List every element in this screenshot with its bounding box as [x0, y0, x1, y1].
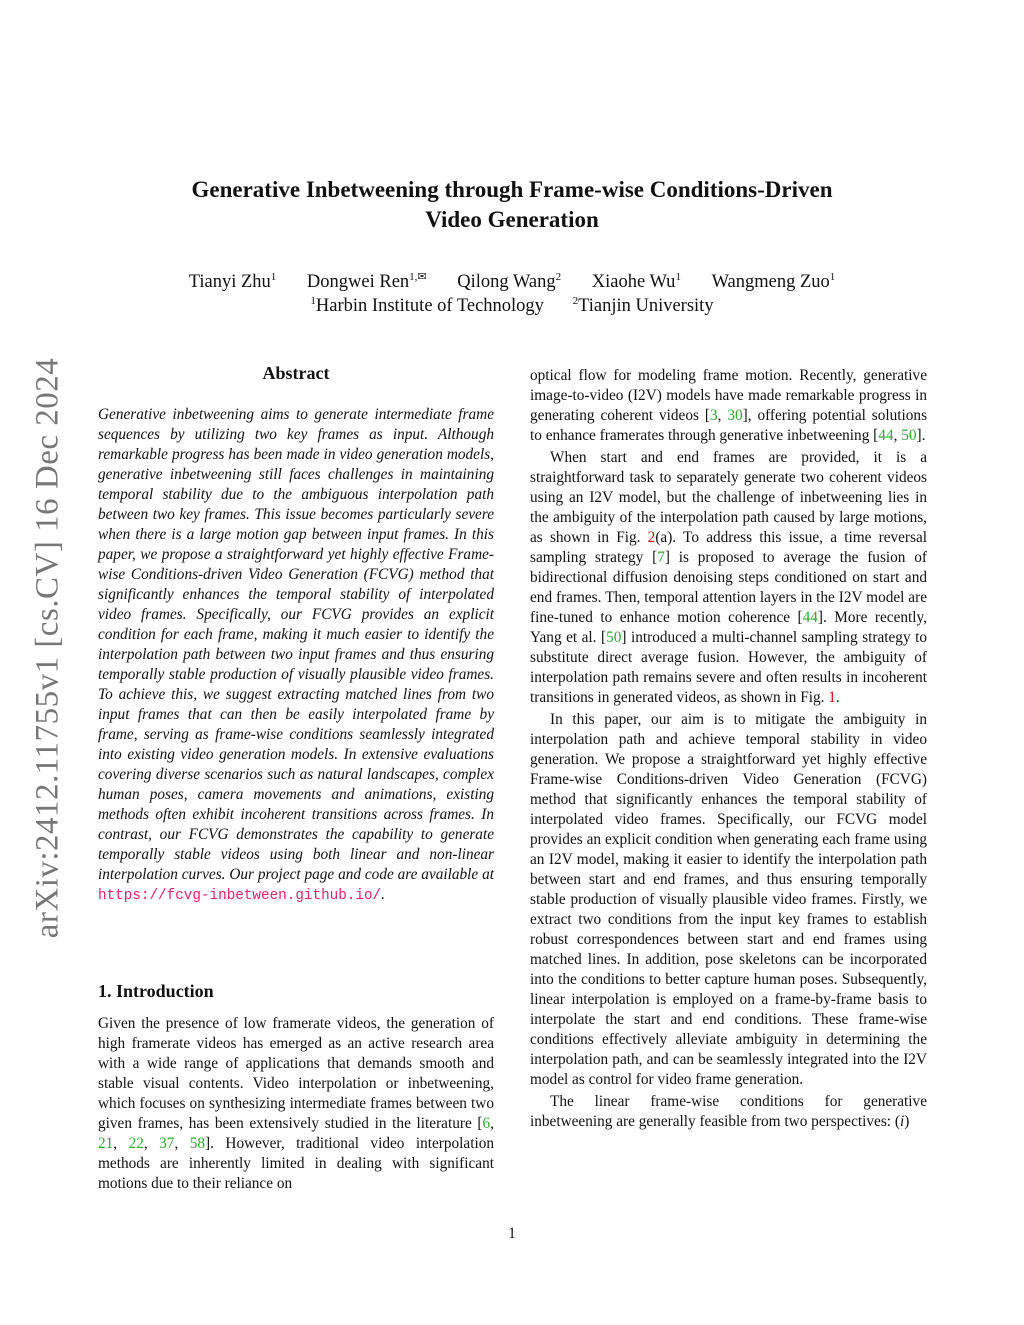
citation-link[interactable]: 22 — [128, 1135, 144, 1152]
arxiv-identifier: arXiv:2412.11755v1 [cs.CV] 16 Dec 2024 — [29, 357, 66, 939]
author-name: Qilong Wang$^2$ — [457, 271, 562, 292]
citation-link[interactable]: 30 — [727, 407, 743, 424]
citation-link[interactable]: 6 — [482, 1115, 491, 1132]
project-page-link[interactable]: https://fcvg-inbetween.github.io/ — [98, 888, 382, 904]
author-name: Xiaohe Wu$^1$ — [591, 271, 681, 292]
citation-link[interactable]: 3 — [709, 407, 718, 424]
paper-title-line-2: Video Generation — [425, 207, 599, 232]
author-list — [0, 270, 1024, 294]
introduction-left-column: Given the presence of low framerate videos, the generation of high framerate videos has emerged as an active research area with a wide range of applications that demands smooth and stable visual contents. Video interpolation or inbetweening, which focuses on synthesizing intermediate frames between two given frames, has been extensively studied in the literature [6, 21, 22, 37, 58]. However, traditional video interpolation methods are inherently limited in dealing with significant motions due to their reliance on — [98, 1015, 495, 1192]
citation-link[interactable]: 44 — [802, 609, 818, 626]
abstract-body: Generative inbetweening aims to generate intermediate frame sequences by utilizing two key frames as input. Although remarkable progress has been made in video generation models, generative inbetweening still faces challenges in maintaining temporal stability due to the ambiguous interpolation path between two key frames. This issue becomes particularly severe when there is a large motion gap between input frames. In this paper, we propose a straightforward yet highly effective Frame-wise Conditions-driven Video Generation (FCVG) method that significantly enhances the temporal stability of interpolated video frames. Specifically, our FCVG provides an explicit condition for each frame, making it much easier to identify the interpolation path between two input frames and thus ensuring temporally stable production of visually plausible video frames. To achieve this, we suggest extracting matched lines from two input frames that can then be easily interpolated frame by frame, serving as frame-wise conditions seamlessly integrated into existing video generation models. In extensive evaluations covering diverse scenarios such as natural landscapes, complex human poses, camera movements and animations, existing methods often exhibit incoherent transitions across frames. In contrast, our FCVG demonstrates the capability to generate temporally stable videos using both linear and non-linear interpolation curves. Our project page and code are available at https://fcvg-inbetween.github.io/. — [98, 406, 494, 904]
affiliation: $^2$Tianjin University — [572, 295, 714, 316]
citation-link[interactable]: 50 — [606, 629, 622, 646]
citation-link[interactable]: 44 — [878, 427, 894, 444]
author-name: Dongwei Ren$^{1,✉}$ — [306, 271, 427, 292]
introduction-right-column: optical flow for modeling frame motion. Recently, generative image-to-video (I2V) models have made remarkable progress in generating coherent videos [3, 30], offering potential solutions to enhance framerates through generative inbetweening [44, 50]. When start and end frames are provided, it is a straightforward task to separately generate two coherent videos using an I2V model, but the challenge of inbetweening lies in the ambiguity of the interpolation path caused by large motions, as shown in Fig. 2(a). To address this issue, a time reversal sampling strategy [7] is proposed to average the fusion of bidirectional diffusion denoising steps conditioned on start and end frames. Then, temporal attention layers in the I2V model are fine-tuned to enhance motion coherence [44]. More recently, Yang et al. [50] introduced a multi-channel sampling strategy to substitute direct average fusion. However, the ambiguity of interpolation path remains severe and often results in incoherent transitions in generated videos, as shown in Fig. 1. In this paper, our aim is to mitigate the ambiguity in interpolation path and achieve temporal stability in video generation. We propose a straightforward yet highly effective Frame-wise Conditions-driven Video Generation (FCVG) method that significantly enhances the temporal stability of interpolated video frames. Specifically, our FCVG model provides an explicit condition when generating each frame using an I2V model, making it easier to identify the interpolation path between start and end frames, and thus ensuring temporally stable production of visually plausible video frames. Firstly, we extract two conditions from the input key frames to establish robust correspondences between start and end frames using matched lines. In addition, pose skeletons can be incorporated into the conditions to better capture human poses. Subsequently, linear interpolation is employed on a frame-by-frame basis to interpolate the start and end conditions. These frame-wise conditions effectively alleviate ambiguity in determining the interpolation path, and can be seamlessly integrated into the I2V model as control for video frame generation. The linear frame-wise conditions for generative inbetweening are generally feasible from two perspectives: (i) — [530, 367, 928, 1130]
affiliation-list — [0, 294, 1024, 318]
abstract-heading: Abstract — [262, 363, 330, 383]
affiliation: $^1$Harbin Institute of Technology — [310, 295, 544, 316]
abstract-text: Generative inbetweening aims to generate intermediate frame sequences by utilizing two key frames as input. Although remarkable progress has been made in video generation models, generative inbetweening still faces challenges in maintaining temporal stability due to the ambiguous interpolation path between two key frames. This issue becomes particularly severe when there is a large motion gap between input frames. In this paper, we propose a straightforward yet highly effective Frame-wise Conditions-driven Video Generation (FCVG) method that significantly enhances the temporal stability of interpolated video frames. Specifically, our FCVG provides an explicit condition for each frame, making it much easier to identify the interpolation path between two input frames and thus ensuring temporally stable production of visually plausible video frames. To achieve this, we suggest extracting matched lines from two input frames that can then be easily interpolated frame by frame, serving as frame-wise conditions seamlessly integrated into existing video generation models. In extensive evaluations covering diverse scenarios such as natural landscapes, complex human poses, camera movements and animations, existing methods often exhibit incoherent transitions across frames. In contrast, our FCVG demonstrates the capability to generate temporally stable videos using both linear and non-linear interpolation curves. Our project page and code are available at — [98, 406, 494, 883]
citation-link[interactable]: 50 — [901, 427, 917, 444]
paragraph: In this paper, our aim is to mitigate the ambiguity in interpolation path and achieve temporal stability in video generation. We propose a straightforward yet highly effective Frame-wise Conditions-driven Video Generation (FCVG) method that significantly enhances the temporal stability of interpolated video frames. Specifically, our FCVG model provides an explicit condition when generating each frame using an I2V model, making it easier to identify the interpolation path between start and end frames, and thus ensuring temporally stable production of visually plausible video frames. Firstly, we extract two conditions from the input key frames to establish robust correspondences between start and end frames using matched lines. In addition, pose skeletons can be incorporated into the conditions to better capture human poses. Subsequently, linear interpolation is employed on a frame-by-frame basis to interpolate the start and end conditions. These frame-wise conditions effectively alleviate ambiguity in determining the interpolation path, and can be seamlessly integrated into the I2V model as control for video frame generation. — [530, 711, 927, 1088]
citation-link[interactable]: 58 — [189, 1135, 206, 1152]
author-name: Wangmeng Zuo$^1$ — [711, 271, 836, 292]
citation-link[interactable]: 37 — [159, 1135, 175, 1152]
section-heading-introduction: 1. Introduction — [98, 981, 214, 1001]
citation-link[interactable]: 21 — [98, 1135, 114, 1152]
page-number: 1 — [508, 1225, 516, 1242]
figure-link[interactable]: 1 — [828, 689, 836, 706]
paper-title-line-1: Generative Inbetweening through Frame-wise Conditions-Driven — [191, 177, 833, 202]
citation-link[interactable]: 7 — [657, 549, 665, 566]
figure-link[interactable]: 2 — [647, 529, 656, 546]
author-name: Tianyi Zhu$^1$ — [188, 271, 277, 292]
